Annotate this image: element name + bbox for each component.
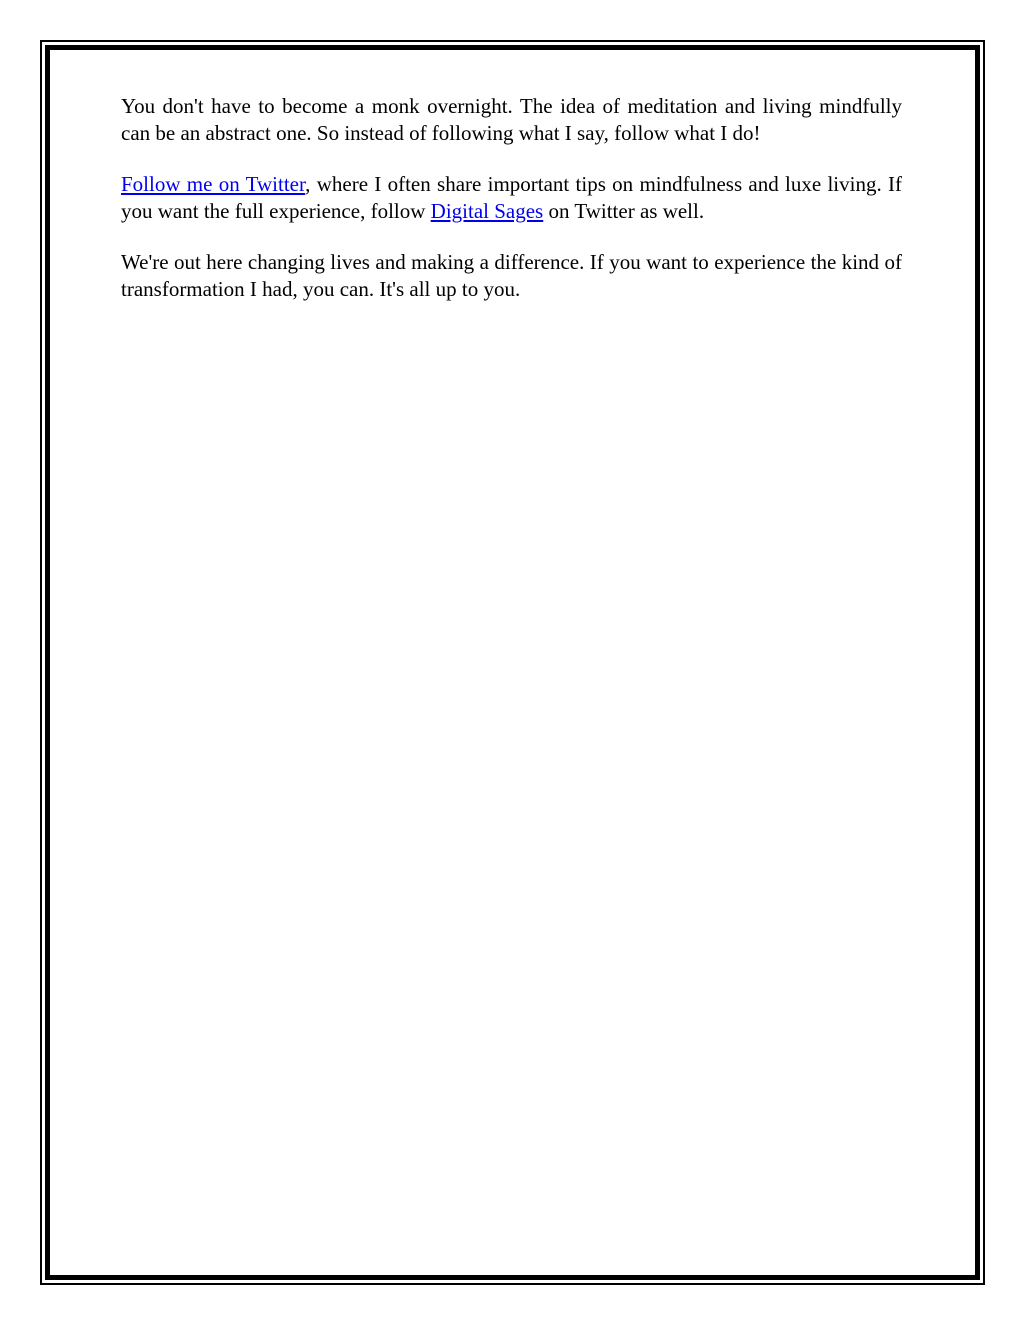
paragraph-twitter (121, 171, 902, 225)
paragraph-twitter-text-2: on Twitter as well. (543, 199, 705, 223)
document-body (121, 93, 902, 327)
paragraph-closing: We're out here changing lives and making a difference. If you want to experience the kind of transformation I had, you can. It's all up to you. (121, 250, 902, 301)
digital-sages-link[interactable]: Digital Sages (430, 199, 544, 223)
paragraph-twitter-text-1: , where I often share important tips on mindfulness and luxe living. If you want the full experience, follow (121, 172, 903, 223)
paragraph-intro: You don't have to become a monk overnight. The idea of meditation and living mindfully can be an abstract one. So instead of following what I say, follow what I do! (121, 94, 902, 145)
follow-twitter-link[interactable]: Follow me on Twitter (121, 172, 306, 196)
